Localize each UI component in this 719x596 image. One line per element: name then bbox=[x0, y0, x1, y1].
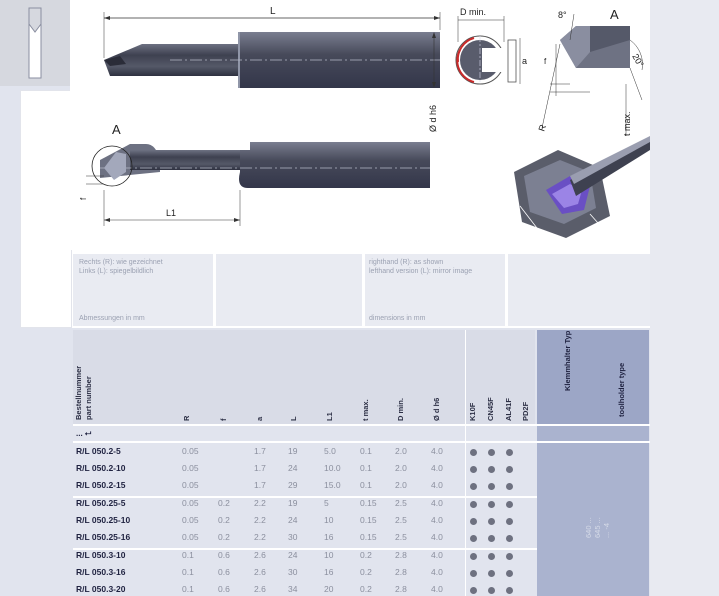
note-box-blank-2 bbox=[508, 254, 650, 326]
cell-part-number: R/L 050.25-5 bbox=[76, 498, 126, 508]
cell-l1: 16 bbox=[324, 567, 334, 577]
cell-d: 4.0 bbox=[431, 532, 443, 542]
cell-a: 1.7 bbox=[254, 463, 266, 473]
availability-dot bbox=[506, 449, 513, 456]
cell-f: 0.2 bbox=[218, 498, 230, 508]
header-part-en: part number bbox=[84, 376, 93, 420]
header-Dmin: D min. bbox=[396, 398, 405, 421]
header-f: f bbox=[219, 418, 228, 421]
cell-l: 30 bbox=[288, 567, 298, 577]
availability-dot bbox=[506, 570, 513, 577]
cell-l1: 10.0 bbox=[324, 463, 341, 473]
availability-dot bbox=[506, 553, 513, 560]
cell-l: 19 bbox=[288, 498, 298, 508]
cell-f: 0.6 bbox=[218, 567, 230, 577]
cell-part-number: R/L 050.25-10 bbox=[76, 515, 131, 525]
cell-l: 30 bbox=[288, 532, 298, 542]
holder-value-1: 640 ... bbox=[584, 517, 593, 538]
availability-dot bbox=[470, 449, 477, 456]
cell-part-number: R/L 050.2-15 bbox=[76, 480, 126, 490]
label-20deg: 20° bbox=[630, 52, 646, 69]
availability-dot bbox=[488, 466, 495, 473]
right-margin-strip bbox=[650, 0, 719, 596]
note-en-line2: lefthand version (L): mirror image bbox=[369, 268, 473, 275]
availability-dot bbox=[470, 553, 477, 560]
header-L: L bbox=[289, 416, 298, 421]
availability-dot bbox=[506, 483, 513, 490]
note-box-de bbox=[73, 254, 213, 326]
label-f-top: f bbox=[544, 57, 547, 66]
availability-dot bbox=[488, 501, 495, 508]
availability-dot bbox=[506, 466, 513, 473]
group-separator bbox=[73, 548, 537, 550]
cell-d: 2.0 bbox=[395, 463, 407, 473]
cell-l: 24 bbox=[288, 463, 298, 473]
subheader-rule bbox=[73, 441, 650, 443]
holder-values bbox=[584, 517, 611, 538]
cell-d: 2.0 bbox=[395, 480, 407, 490]
column-divider bbox=[465, 330, 466, 596]
note-box-blank-1 bbox=[216, 254, 362, 326]
holder-value-3: ... -4 bbox=[602, 522, 611, 538]
end-view bbox=[456, 36, 516, 84]
header-L1: L1 bbox=[325, 412, 334, 421]
cell-l: 34 bbox=[288, 584, 298, 594]
cell-part-number: R/L 050.3-16 bbox=[76, 567, 126, 577]
cell-l1: 5.0 bbox=[324, 446, 336, 456]
cell-t: 0.15 bbox=[360, 532, 377, 542]
cell-d: 4.0 bbox=[431, 550, 443, 560]
label-A-side: A bbox=[112, 122, 121, 137]
availability-dot bbox=[488, 570, 495, 577]
header-CN45F: CN45F bbox=[486, 397, 495, 421]
availability-dot bbox=[506, 587, 513, 594]
cell-t: 0.2 bbox=[360, 567, 372, 577]
availability-dot bbox=[470, 483, 477, 490]
cell-d: 4.0 bbox=[431, 463, 443, 473]
holder-value-2: 645 ... bbox=[593, 517, 602, 538]
cell-a: 2.2 bbox=[254, 515, 266, 525]
availability-dot bbox=[506, 535, 513, 542]
label-L1: L1 bbox=[166, 208, 177, 218]
header-dh6: Ø d h6 bbox=[432, 397, 441, 421]
availability-dot bbox=[470, 587, 477, 594]
cell-t: 0.2 bbox=[360, 584, 372, 594]
cell-part-number: R/L 050.2-5 bbox=[76, 446, 121, 456]
availability-dot bbox=[488, 449, 495, 456]
cell-l: 24 bbox=[288, 515, 298, 525]
header-AL41F: AL41F bbox=[504, 398, 513, 421]
availability-dot bbox=[506, 501, 513, 508]
cell-d: 4.0 bbox=[431, 446, 443, 456]
cell-d: 2.5 bbox=[395, 532, 407, 542]
cell-f: 0.2 bbox=[218, 515, 230, 525]
note-de-line2: Links (L): spiegelbildlich bbox=[79, 268, 154, 275]
cell-t: 0.1 bbox=[360, 463, 372, 473]
label-d-h6: Ø d h6 bbox=[428, 104, 438, 132]
cell-r: 0.05 bbox=[182, 515, 199, 525]
availability-dot bbox=[506, 518, 513, 525]
cell-a: 2.2 bbox=[254, 498, 266, 508]
cell-l1: 20 bbox=[324, 584, 334, 594]
header-a: a bbox=[255, 416, 264, 421]
header-PD2F: PD2F bbox=[521, 401, 530, 421]
cell-a: 2.6 bbox=[254, 567, 266, 577]
cell-a: 2.2 bbox=[254, 532, 266, 542]
cell-r: 0.05 bbox=[182, 480, 199, 490]
cell-l1: 15.0 bbox=[324, 480, 341, 490]
availability-dot bbox=[470, 535, 477, 542]
cell-part-number: R/L 050.3-10 bbox=[76, 550, 126, 560]
cell-a: 1.7 bbox=[254, 480, 266, 490]
availability-dot bbox=[470, 570, 477, 577]
cutaway-render bbox=[514, 136, 650, 238]
side-view-bar bbox=[92, 140, 430, 188]
cell-d: 2.5 bbox=[395, 498, 407, 508]
cell-d: 4.0 bbox=[431, 498, 443, 508]
availability-dot bbox=[470, 518, 477, 525]
cell-a: 1.7 bbox=[254, 446, 266, 456]
cell-a: 2.6 bbox=[254, 550, 266, 560]
cell-l1: 5 bbox=[324, 498, 329, 508]
cell-d: 4.0 bbox=[431, 584, 443, 594]
label-R: R bbox=[536, 123, 549, 133]
technical-drawing bbox=[70, 0, 650, 250]
cell-r: 0.1 bbox=[182, 550, 194, 560]
label-8deg: 8° bbox=[558, 10, 567, 20]
cell-l: 24 bbox=[288, 550, 298, 560]
note-en-dims: dimensions in mm bbox=[369, 315, 426, 322]
availability-dot bbox=[488, 535, 495, 542]
header-tmax: t max. bbox=[361, 399, 370, 421]
cell-r: 0.1 bbox=[182, 584, 194, 594]
label-L: L bbox=[270, 6, 276, 17]
note-de-line1: Rechts (R): wie gezeichnet bbox=[79, 259, 163, 266]
cell-t: 0.15 bbox=[360, 515, 377, 525]
availability-dot bbox=[470, 501, 477, 508]
header-holder-de: Klemmhalter Typ bbox=[563, 330, 572, 391]
top-view-bar bbox=[104, 32, 440, 88]
availability-dot bbox=[488, 518, 495, 525]
holder-header bbox=[537, 330, 649, 424]
cell-r: 0.05 bbox=[182, 498, 199, 508]
header-holder-en: toolholder type bbox=[617, 362, 626, 417]
note-box-en bbox=[365, 254, 505, 326]
cell-d: 2.8 bbox=[395, 550, 407, 560]
header-K10F: K10F bbox=[468, 402, 477, 421]
cell-r: 0.05 bbox=[182, 463, 199, 473]
cell-f: 0.6 bbox=[218, 584, 230, 594]
label-t-max: t max. bbox=[622, 111, 632, 136]
tool-thumbnail-icon bbox=[0, 0, 70, 86]
cell-l: 19 bbox=[288, 446, 298, 456]
subheader-symbol: ... ⮠ bbox=[76, 429, 92, 438]
boring-bar-drawing bbox=[70, 0, 650, 250]
cell-l1: 16 bbox=[324, 532, 334, 542]
cell-t: 0.1 bbox=[360, 446, 372, 456]
cell-l: 29 bbox=[288, 480, 298, 490]
cell-t: 0.15 bbox=[360, 498, 377, 508]
label-A-top: A bbox=[610, 7, 619, 22]
header-rule bbox=[73, 424, 650, 426]
cell-t: 0.1 bbox=[360, 480, 372, 490]
availability-dot bbox=[488, 483, 495, 490]
label-D-min: D min. bbox=[460, 7, 487, 17]
cell-l1: 10 bbox=[324, 550, 334, 560]
cell-d: 2.8 bbox=[395, 584, 407, 594]
cell-f: 0.2 bbox=[218, 532, 230, 542]
availability-dot bbox=[470, 466, 477, 473]
cell-d: 2.5 bbox=[395, 515, 407, 525]
cell-d: 4.0 bbox=[431, 480, 443, 490]
side-panel-inner bbox=[20, 90, 72, 328]
cell-part-number: R/L 050.25-16 bbox=[76, 532, 131, 542]
note-de-dims: Abmessungen in mm bbox=[79, 315, 145, 322]
cell-d: 2.8 bbox=[395, 567, 407, 577]
note-en-line1: righthand (R): as shown bbox=[369, 259, 444, 266]
cell-t: 0.2 bbox=[360, 550, 372, 560]
cell-d: 4.0 bbox=[431, 567, 443, 577]
cell-f: 0.6 bbox=[218, 550, 230, 560]
cell-a: 2.6 bbox=[254, 584, 266, 594]
group-separator bbox=[73, 496, 537, 498]
cell-l1: 10 bbox=[324, 515, 334, 525]
cell-r: 0.05 bbox=[182, 446, 199, 456]
header-part-de: Bestellnummer bbox=[74, 365, 83, 420]
cell-d: 4.0 bbox=[431, 515, 443, 525]
header-R: R bbox=[182, 415, 191, 421]
cell-r: 0.05 bbox=[182, 532, 199, 542]
cell-r: 0.1 bbox=[182, 567, 194, 577]
cell-part-number: R/L 050.3-20 bbox=[76, 584, 126, 594]
availability-dot bbox=[488, 587, 495, 594]
label-a: a bbox=[522, 56, 528, 66]
cell-d: 2.0 bbox=[395, 446, 407, 456]
label-f-side: f bbox=[79, 197, 88, 200]
availability-dot bbox=[488, 553, 495, 560]
cell-part-number: R/L 050.2-10 bbox=[76, 463, 126, 473]
thumbnail-tab[interactable] bbox=[0, 0, 70, 86]
